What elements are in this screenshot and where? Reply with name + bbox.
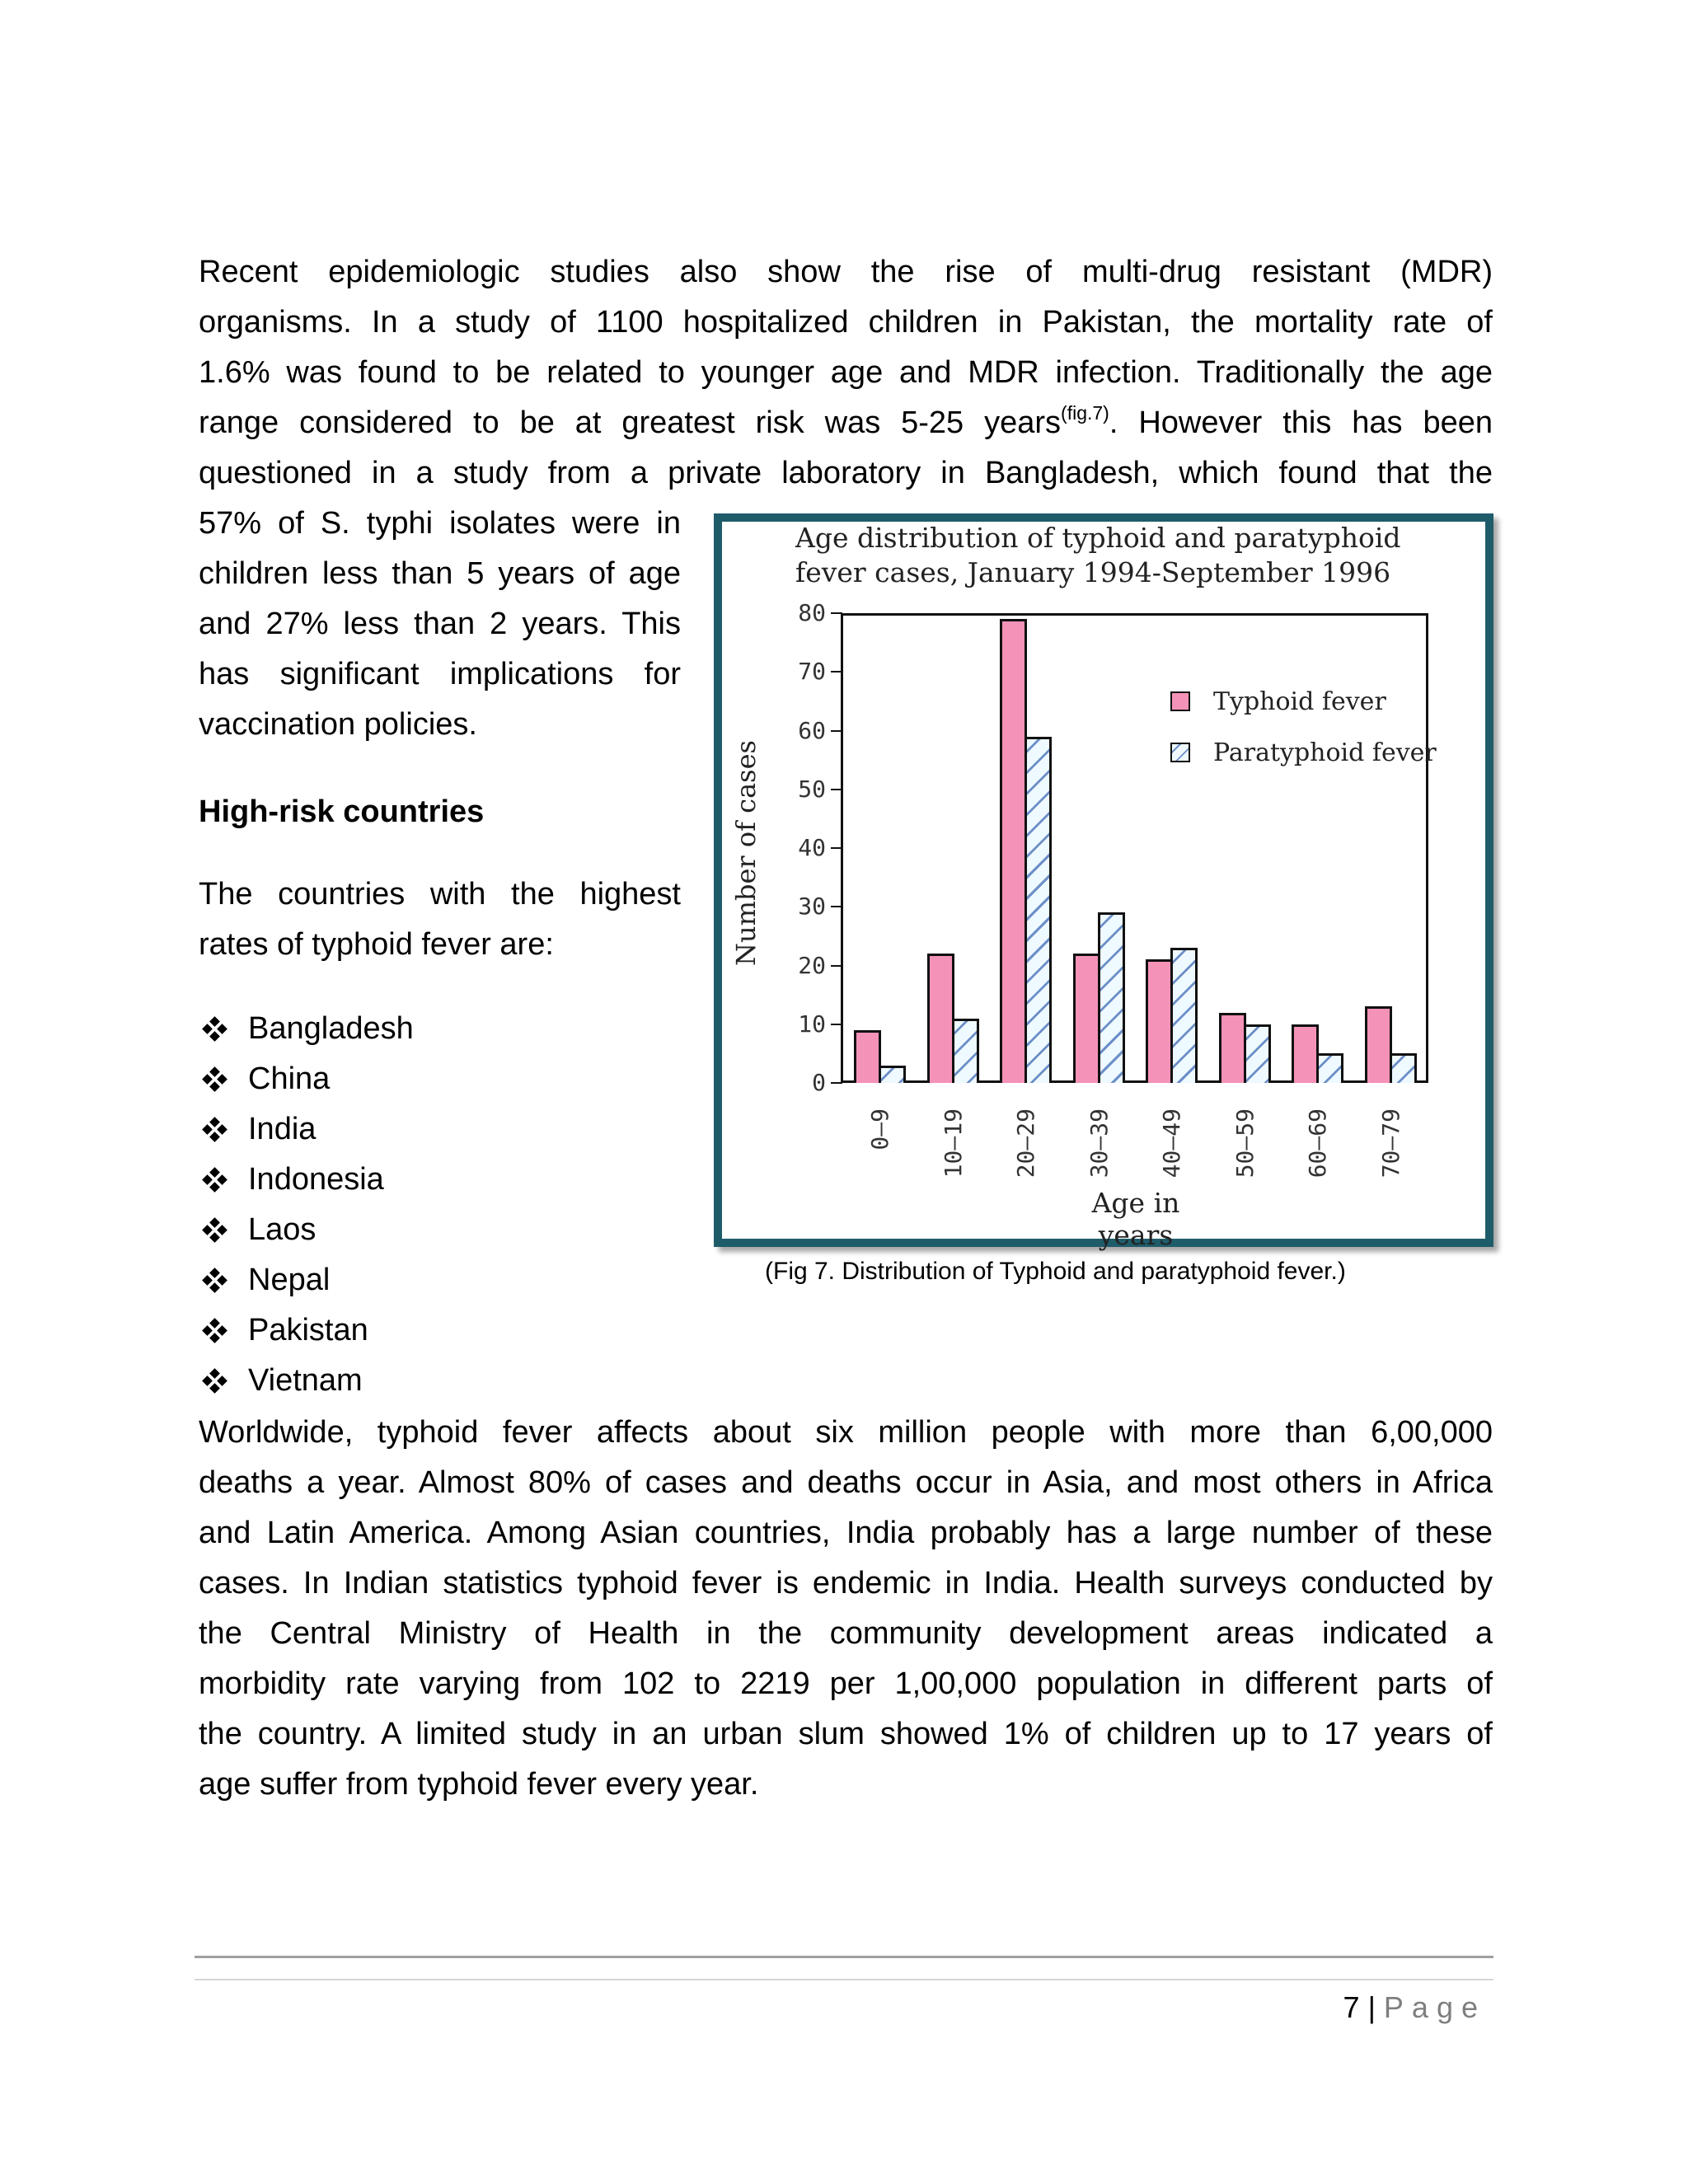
country-list — [199, 1004, 414, 1406]
y-tick-label: 10 — [798, 1010, 826, 1038]
page-footer — [1343, 1988, 1486, 2027]
list-item — [199, 1305, 414, 1356]
diamond-bullet-icon — [202, 1167, 228, 1193]
country-name: Bangladesh — [248, 1011, 414, 1046]
text-line: age suffer from typhoid fever every year. — [199, 1767, 759, 1802]
typhoid-bar — [1365, 1006, 1392, 1083]
text-line: organisms. In a study of 1100 hospitalized children in Pakistan, the mortality rate of — [199, 305, 1493, 340]
country-name: Pakistan — [248, 1313, 368, 1347]
country-name: Laos — [248, 1212, 316, 1247]
country-name: Vietnam — [248, 1363, 363, 1398]
legend-label: Typhoid fever — [1213, 687, 1386, 716]
paratyphoid-bar — [879, 1066, 906, 1083]
list-item — [199, 1004, 414, 1054]
typhoid-bar — [1073, 954, 1100, 1083]
x-tick-label: 30–39 — [1085, 1108, 1113, 1179]
text-segment: range considered to be at greatest risk was 5-25 years — [199, 405, 1062, 440]
paragraph-mdr — [199, 247, 1493, 499]
text-line: The countries with the highest — [199, 877, 681, 912]
x-tick-label: 40–49 — [1158, 1108, 1185, 1179]
list-item — [199, 1255, 414, 1305]
chart-title-line: fever cases, January 1994-September 1996 — [795, 556, 1391, 588]
text-line: vaccination policies. — [199, 707, 477, 742]
text-line-with-reference — [199, 398, 1493, 448]
typhoid-bar — [854, 1030, 881, 1083]
chart-title-line: Age distribution of typhoid and paratyphoid — [795, 522, 1401, 554]
y-tick-label: 50 — [798, 775, 826, 803]
figure-caption: (Fig 7. Distribution of Typhoid and paratyphoid fever.) — [765, 1258, 1346, 1285]
list-item — [199, 1104, 414, 1155]
text-line: deaths a year. Almost 80% of cases and deaths occur in Asia, and most others in Africa — [199, 1465, 1493, 1500]
list-item — [199, 1054, 414, 1104]
x-tick-label: 10–19 — [939, 1108, 967, 1179]
y-tick-label: 80 — [798, 599, 826, 626]
list-item — [199, 1205, 414, 1255]
typhoid-bar — [1219, 1013, 1246, 1084]
paratyphoid-bar — [1390, 1053, 1417, 1083]
diamond-bullet-icon — [202, 1066, 228, 1093]
text-line: has significant implications for — [199, 657, 681, 691]
x-tick-label: 50–59 — [1231, 1108, 1259, 1179]
x-axis-title: Age in years — [1091, 1187, 1180, 1251]
text-line: the Central Ministry of Health in the community development areas indicated a — [199, 1616, 1493, 1651]
chart-legend — [1170, 676, 1437, 778]
x-tick-label: 70–79 — [1376, 1108, 1404, 1179]
page-number: 7 — [1343, 1990, 1360, 2024]
country-name: China — [248, 1062, 331, 1096]
list-item — [199, 1155, 414, 1205]
diamond-bullet-icon — [202, 1117, 228, 1143]
text-line: questioned in a study from a private laboratory in Bangladesh, which found that the — [199, 456, 1493, 490]
paratyphoid-bar — [952, 1019, 979, 1083]
footer-divider — [195, 1956, 1493, 1958]
y-tick-label: 70 — [798, 658, 826, 686]
country-name: Indonesia — [248, 1162, 384, 1197]
x-tick-label: 60–69 — [1304, 1108, 1331, 1179]
paratyphoid-bar — [1316, 1053, 1343, 1083]
legend-item-paratyphoid — [1170, 727, 1437, 778]
legend-label: Paratyphoid fever — [1213, 738, 1437, 767]
legend-item-typhoid — [1170, 676, 1437, 727]
paragraph-countries-intro — [199, 869, 681, 970]
paratyphoid-bar — [1170, 948, 1198, 1083]
typhoid-bar — [1292, 1024, 1319, 1083]
paragraph-bangladesh-study — [199, 499, 681, 750]
paratyphoid-bar — [1244, 1024, 1271, 1083]
y-axis-title: Number of cases — [730, 740, 762, 966]
typhoid-bar — [927, 954, 954, 1083]
x-tick-label: 0–9 — [866, 1108, 893, 1151]
footer-divider — [195, 1979, 1493, 1980]
typhoid-bar — [1146, 959, 1173, 1083]
text-line: rates of typhoid fever are: — [199, 927, 554, 962]
legend-swatch-icon — [1170, 743, 1190, 762]
text-line: cases. In Indian statistics typhoid fever is endemic in India. Health surveys conducted by — [199, 1566, 1493, 1601]
y-tick-label: 40 — [798, 834, 826, 861]
text-line: morbidity rate varying from 102 to 2219 per 1,00,000 population in different parts of — [199, 1666, 1493, 1701]
diamond-bullet-icon — [202, 1318, 228, 1344]
paragraph-worldwide — [199, 1408, 1493, 1810]
text-line: and 27% less than 2 years. This — [199, 607, 681, 641]
paratyphoid-bar — [1025, 737, 1052, 1083]
diamond-bullet-icon — [202, 1268, 228, 1294]
footer-separator: | — [1367, 1990, 1376, 2024]
text-line: the country. A limited study in an urban slum showed 1% of children up to 17 years of — [199, 1717, 1493, 1751]
text-line: and Latin America. Among Asian countries, India probably has a large number of these — [199, 1516, 1493, 1550]
text-segment: . However this has been — [1109, 405, 1493, 440]
legend-swatch-icon — [1170, 691, 1190, 711]
list-item — [199, 1356, 414, 1406]
y-tick-label: 0 — [812, 1069, 826, 1096]
text-line: Recent epidemiologic studies also show the rise of multi-drug resistant (MDR) — [199, 255, 1493, 289]
y-tick-label: 60 — [798, 716, 826, 744]
text-line: 57% of S. typhi isolates were in — [199, 506, 681, 541]
text-line: Worldwide, typhoid fever affects about six million people with more than 6,00,000 — [199, 1415, 1493, 1450]
country-name: Nepal — [248, 1263, 331, 1297]
text-line: 1.6% was found to be related to younger age and MDR infection. Traditionally the age — [199, 355, 1493, 390]
diamond-bullet-icon — [202, 1217, 228, 1244]
y-tick-label: 30 — [798, 893, 826, 921]
typhoid-bar — [1000, 619, 1027, 1083]
diamond-bullet-icon — [202, 1368, 228, 1394]
paratyphoid-bar — [1098, 912, 1125, 1083]
country-name: India — [248, 1112, 316, 1146]
diamond-bullet-icon — [202, 1016, 228, 1043]
text-line: children less than 5 years of age — [199, 556, 681, 591]
y-tick-label: 20 — [798, 951, 826, 979]
section-heading: High-risk countries — [199, 794, 485, 829]
chart-title — [795, 521, 1455, 590]
figure-reference: (fig.7) — [1061, 402, 1109, 424]
page-label: Page — [1383, 1990, 1486, 2024]
x-tick-label: 20–29 — [1012, 1108, 1039, 1179]
